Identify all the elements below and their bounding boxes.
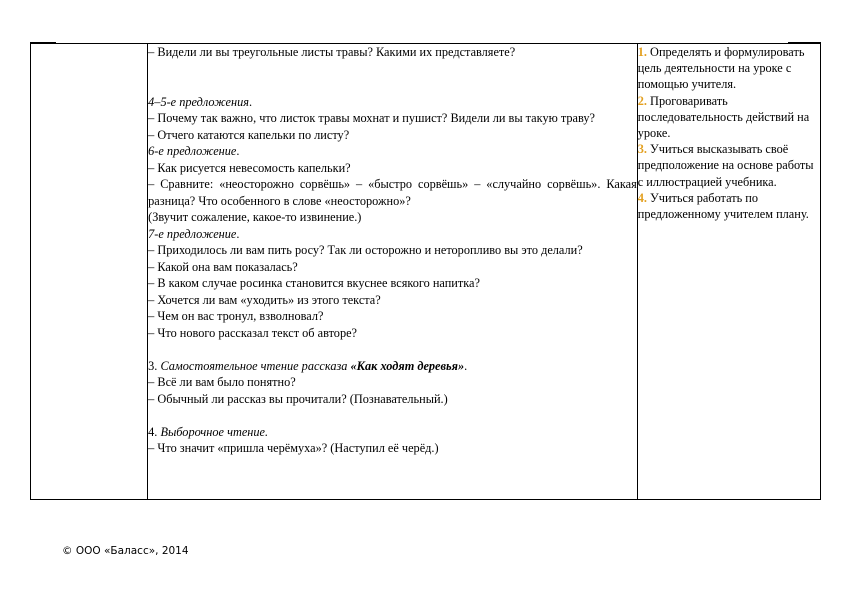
section-heading-label: 4–5-е предложения [148, 94, 249, 109]
goal-text: Проговаривать последовательность действий на уроке. [637, 93, 810, 141]
goal-number: 4. [637, 190, 647, 205]
question-line: – Что нового рассказал текст об авторе? [148, 325, 358, 340]
goal-number: 1. [637, 45, 647, 59]
goal-item [638, 44, 820, 93]
question-line: – Обычный ли рассказ вы прочитали? (Познавательный.) [148, 391, 448, 406]
goal-text: Учиться работать по предложенному учителем плану. [637, 190, 809, 222]
step-text: Самостоятельное чтение рассказа [160, 358, 351, 373]
goal-number: 2. [637, 93, 647, 108]
section-heading-dot: . [236, 144, 240, 158]
goal-text: Учиться высказывать своё предположение на основе работы с иллюстрацией учебника. [637, 142, 814, 189]
goal-item [638, 93, 820, 142]
question-line: – Как рисуется невесомость капельки? [148, 160, 351, 175]
answer-line: (Звучит сожаление, какое-то извинение.) [148, 210, 362, 224]
lesson-table [30, 43, 821, 500]
goals-cell [637, 44, 820, 500]
story-title: «Как ходят деревья» [350, 358, 465, 373]
question-line: – Сравните: «неосторожно сорвёшь» – «быстро сорвёшь» – «случайно сорвёшь». Какая разница? Что особенного в слове «неосторожно»? [148, 177, 637, 208]
table-row [31, 44, 821, 500]
question-line: – Хочется ли вам «уходить» из этого текста? [148, 292, 381, 307]
question-line: – Приходилось ли вам пить росу? Так ли осторожно и неторопливо вы это делали? [148, 243, 583, 257]
section-heading [148, 143, 637, 160]
spacer [148, 407, 637, 424]
spacer [148, 341, 637, 358]
step-text: Выборочное чтение. [160, 424, 269, 439]
question-line: – В каком случае росинка становится вкуснее всякого напитка? [148, 276, 480, 290]
question-line: – Что значит «пришла черёмуха»? (Наступил её черёд.) [148, 441, 439, 455]
goal-item [638, 190, 820, 222]
step-heading [148, 358, 637, 375]
section-heading [148, 226, 637, 243]
step-heading [148, 424, 637, 441]
section-heading-dot: . [236, 226, 240, 241]
spacer [148, 61, 637, 94]
section-heading-dot: . [248, 94, 253, 109]
copyright-footer: © ООО «Баласс», 2014 [62, 545, 189, 557]
goal-text: Определять и формулировать цель деятельности на уроке с помощью учителя. [637, 45, 805, 92]
goal-number: 3. [637, 142, 647, 157]
section-heading-label: 6-е предложение [148, 144, 237, 158]
question-line: – Отчего катаются капельки по листу? [148, 127, 350, 142]
step-number: 3. [148, 358, 161, 373]
stage-cell [31, 44, 148, 500]
activity-cell [148, 44, 638, 500]
step-number: 4. [148, 424, 161, 439]
question-line: – Чем он вас тронул, взволновал? [148, 309, 324, 323]
section-heading-label: 7-е предложение [148, 226, 237, 241]
section-heading [148, 94, 637, 111]
step-dot: . [464, 358, 468, 373]
question-line: – Всё ли вам было понятно? [148, 375, 296, 389]
question-line: – Какой она вам показалась? [148, 259, 298, 274]
question-line: – Почему так важно, что листок травы мохнат и пушист? Видели ли вы такую траву? [148, 111, 595, 125]
goal-item [638, 141, 820, 190]
question-line: – Видели ли вы треугольные листы травы? Какими их представляете? [148, 45, 516, 59]
